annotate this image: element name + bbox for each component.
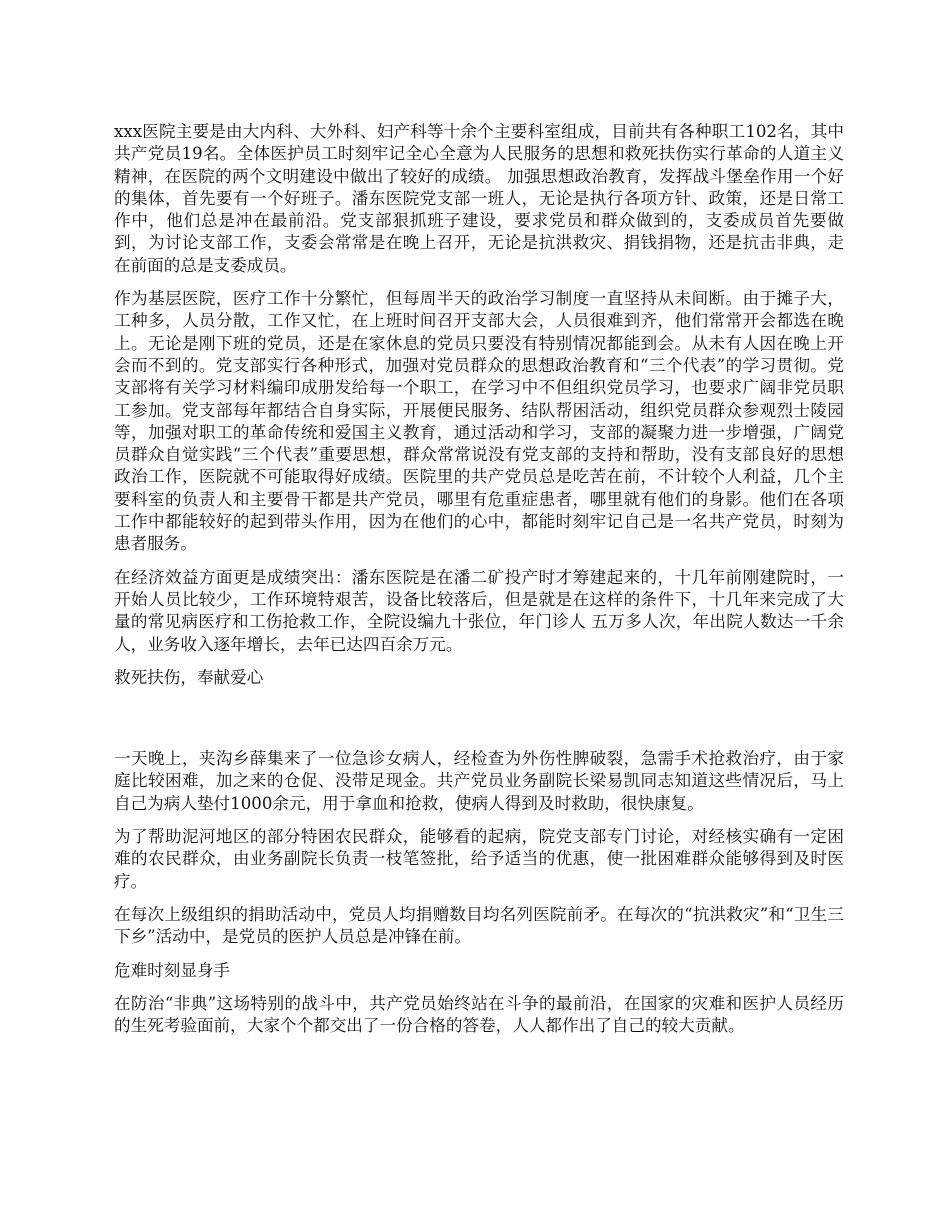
section-heading-rescue: 救死扶伤，奉献爱心: [114, 667, 264, 687]
paragraph-sars: 在防治“非典”这场特别的战斗中，共产党员始终站在斗争的最前沿，在国家的灾难和医护人员经历的生死考验面前，大家个个都交出了一份合格的答卷，人人都作出了自己的较大贡献。: [114, 993, 844, 1036]
paragraph-political-study: 作为基层医院，医疗工作十分繁忙，但每周半天的政治学习制度一直坚持从未间断。由于摊子大，工种多，人员分散，工作又忙，在上班时间召开支部大会，人员很难到齐，他们常常开会都选在晚上。无论是刚下班的党员，还是在家休息的党员只要没有特别情况都能到会。从未有人因在晚上开会而不到的。党支部实行各种形式，加强对党员群众的思想政治教育和“三个代表”的学习贯彻。党支部将有关学习材料编印成册发给每一个职工，在学习中不但组织党员学习，也要求广阔非党员职工参加。党支部每年都结合自身实际，开展便民服务、结队帮困活动，组织党员群众参观烈士陵园等，加强对职工的革命传统和爱国主义教育，通过活动和学习，支部的凝聚力进一步增强，广阔党员群众自觉实践“三个代表”重要思想，群众常常说没有党支部的支持和帮助，没有支部良好的思想政治工作，医院就不可能取得好成绩。医院里的共产党员总是吃苦在前，不计较个人利益，几个主要科室的负责人和主要骨干都是共产党员，哪里有危重症患者，哪里就有他们的身影。他们在各项工作中都能较好的起到带头作用，因为在他们的心中，都能时刻牢记自己是一名共产党员，时刻为患者服务。: [114, 289, 844, 554]
section-heading-crisis: 危难时刻显身手: [114, 960, 231, 980]
paragraph-donations: 在每次上级组织的捐助活动中，党员人均捐赠数目均名列医院前矛。在每次的“抗洪救灾”和“卫生三下乡”活动中，是党员的医护人员总是冲锋在前。: [114, 904, 844, 947]
blank-space: [114, 700, 844, 748]
paragraph-farmer-aid: 为了帮助泥河地区的部分特困农民群众，能够看的起病，院党支部专门讨论，对经核实确有一定困难的农民群众，由业务副院长负责一枝笔签批，给予适当的优惠，使一批困难群众能够得到及时医疗。: [114, 827, 844, 891]
paragraph-emergency-patient: 一天晚上，夹沟乡薛集来了一位急诊女病人，经检查为外伤性脾破裂，急需手术抢救治疗，由于家庭比较困难，加之来的仓促、没带足现金。共产党员业务副院长梁易凯同志知道这些情况后，马上自己为病人垫付1000余元，用于拿血和抢救，使病人得到及时救助，很快康复。: [114, 749, 844, 813]
document-page: [114, 121, 844, 1048]
paragraph-economic-results: 在经济效益方面更是成绩突出：潘东医院是在潘二矿投产时才筹建起来的，十几年前刚建院时，一开始人员比较少，工作环境特艰苦，设备比较落后，但是就是在这样的条件下，十几年来完成了大量的常见病医疗和工伤抢救工作，全院设编九十张位，年门诊人 五万多人次，年出院人数达一千余人，业务收入逐年增长，去年已达四百余万元。: [114, 567, 844, 654]
paragraph-hospital-overview: xxx医院主要是由大内科、大外科、妇产科等十余个主要科室组成，目前共有各种职工102名，其中共产党员19名。全体医护员工时刻牢记全心全意为人民服务的思想和救死扶伤实行革命的人道主义精神，在医院的两个文明建设中做出了较好的成绩。 加强思想政治教育，发挥战斗堡垒作用一个好的集体，首先要有一个好班子。潘东医院党支部一班人，无论是执行各项方针、政策，还是日常工作中，他们总是冲在最前沿。党支部狠抓班子建设，要求党员和群众做到的，支委成员首先要做到，为讨论支部工作，支委会常常是在晚上召开，无论是抗洪救灾、捐钱捐物，还是抗击非典，走在前面的总是支委成员。: [114, 122, 844, 275]
